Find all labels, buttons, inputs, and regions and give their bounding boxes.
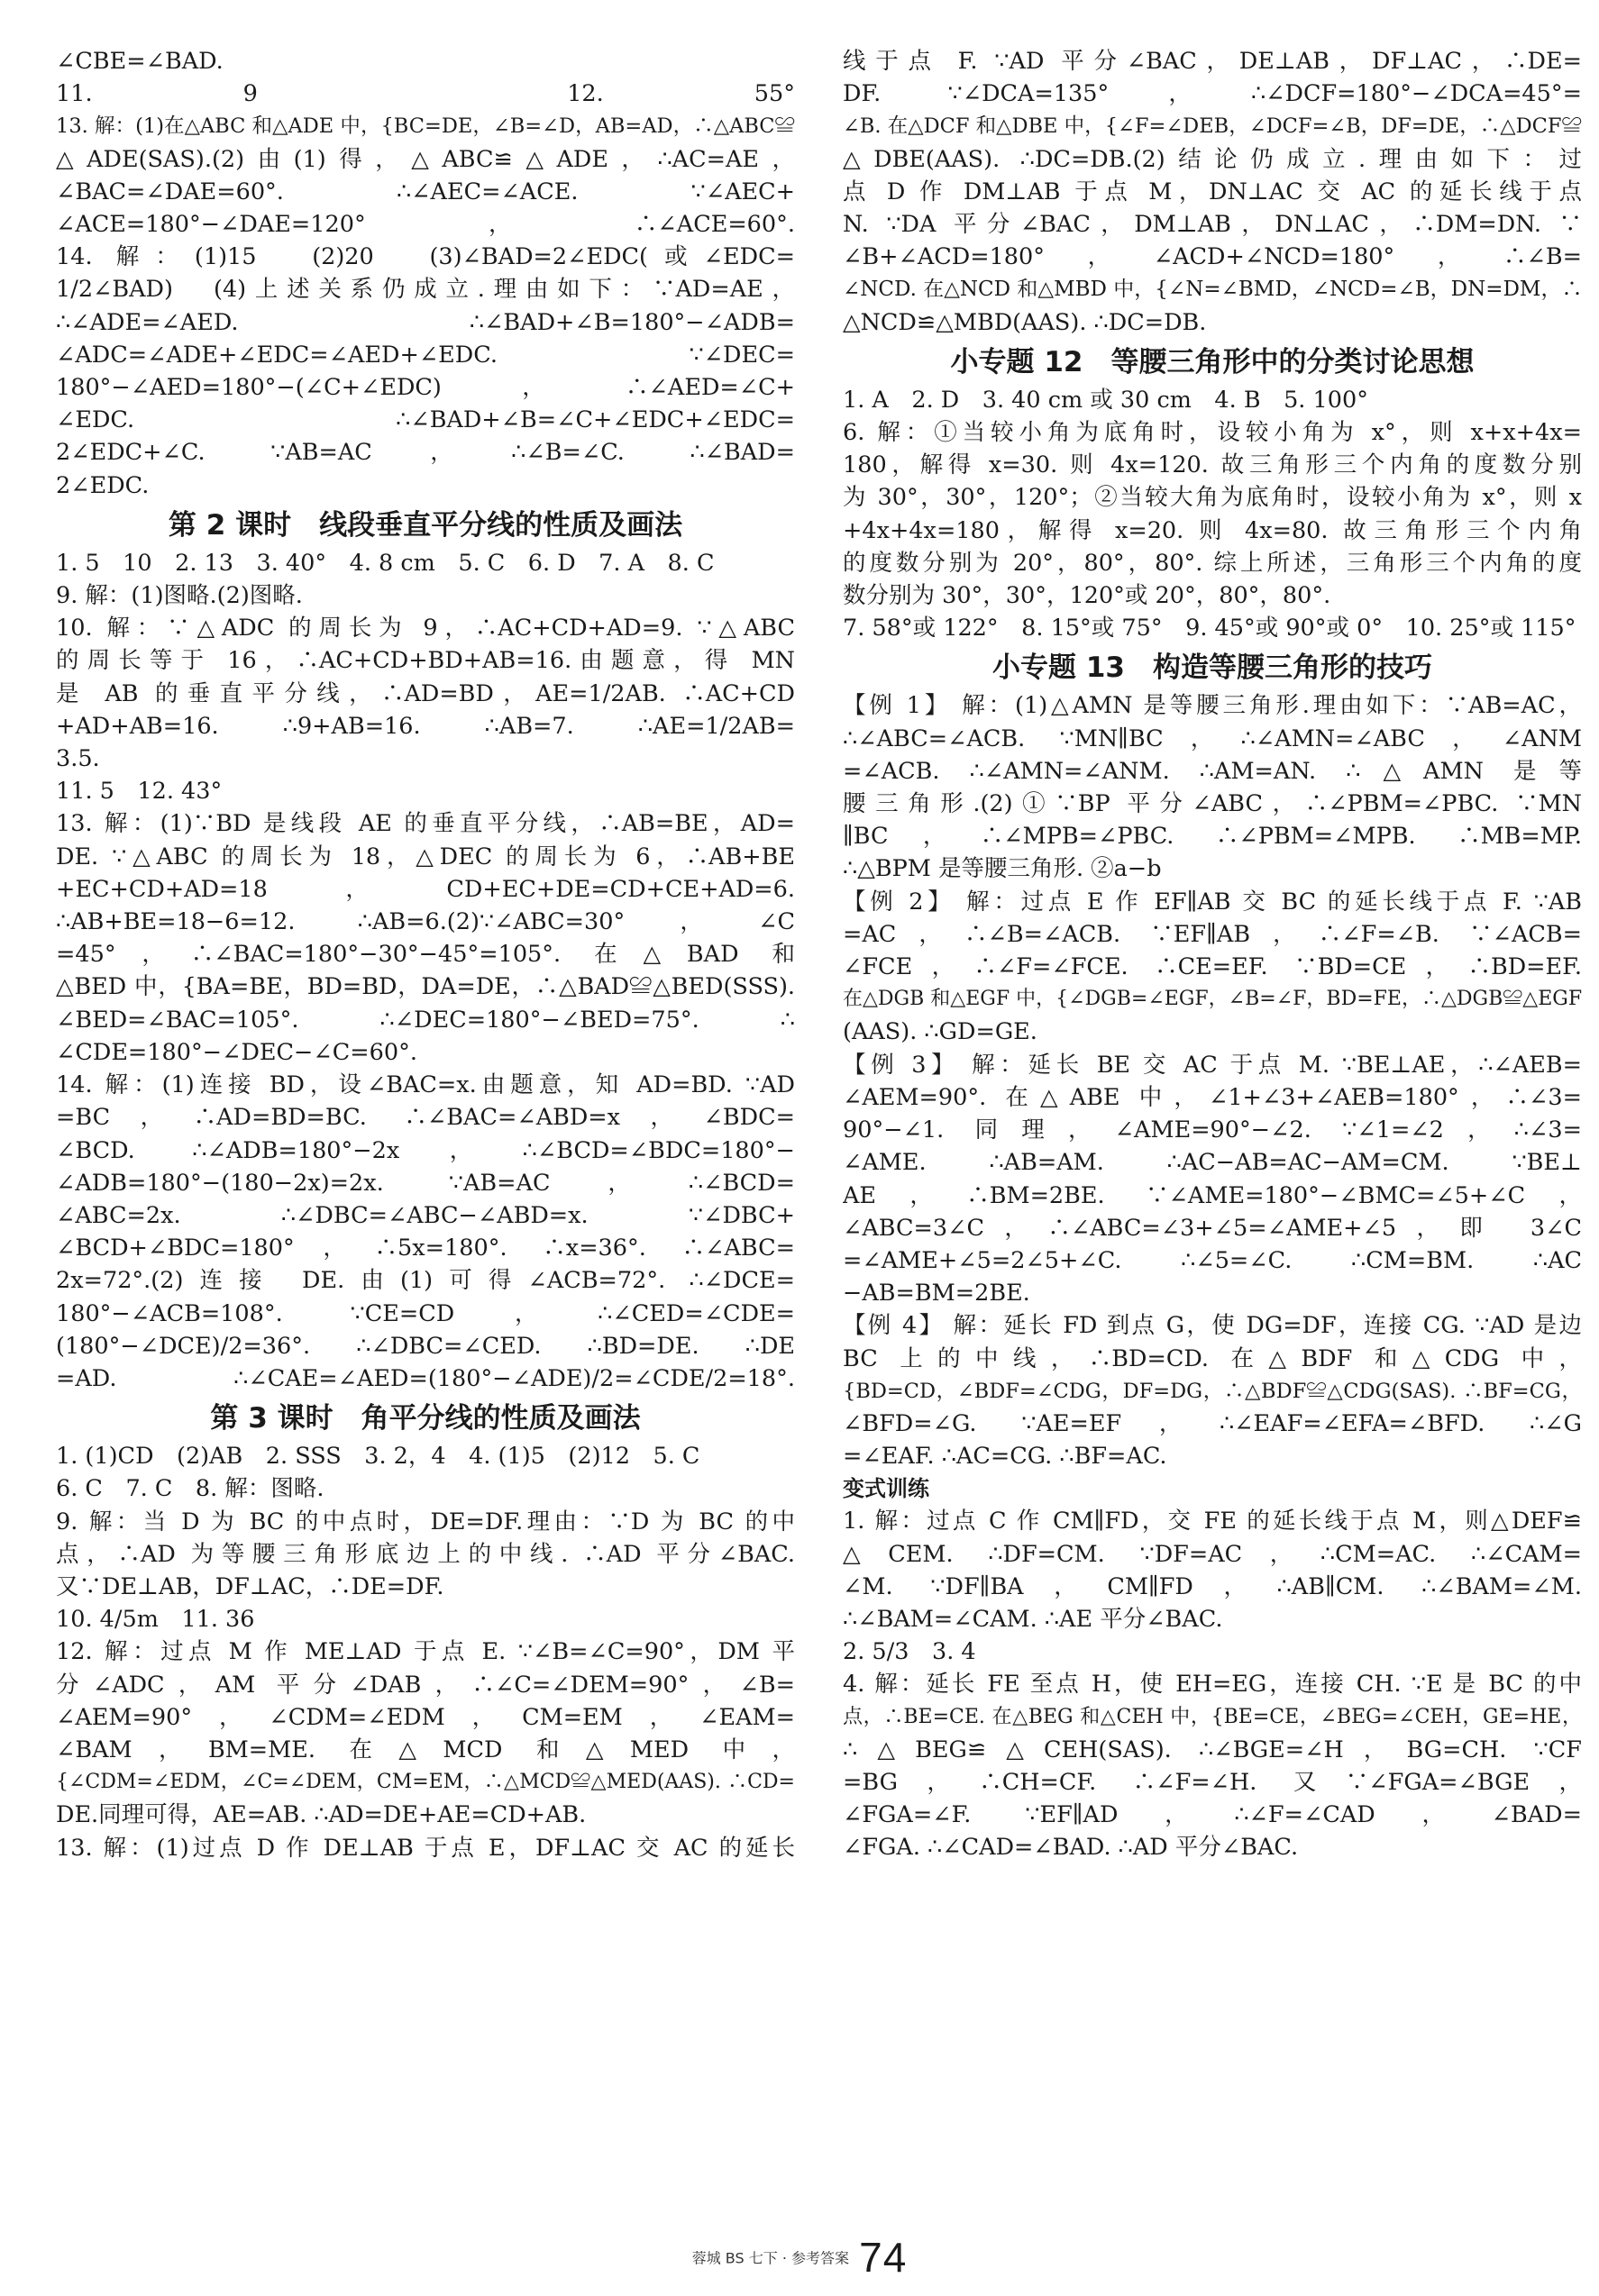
answer-line: 【例 1】 解：(1)△AMN 是等腰三角形.理由如下：∵AB=AC， xyxy=(843,692,1582,720)
answer-line: 7. 58°或 122° 8. 15°或 75° 9. 45°或 90°或 0° 10. 25°或 115° xyxy=(843,615,1576,642)
answer-line: 腰三角形.(2)①∵BP 平分∠ABC，∴∠PBM=∠PBC. ∵MN xyxy=(843,790,1582,818)
answer-line: 11. 9 12. 55° xyxy=(56,80,795,108)
section-heading: 第 3 课时 角平分线的性质及画法 xyxy=(210,1402,641,1435)
answer-line: ∴△BPM 是等腰三角形. ②a−b xyxy=(843,855,1162,883)
answer-line: ∴△BEG≌△CEH(SAS). ∴∠BGE=∠H，BG=CH. ∵CF xyxy=(843,1736,1582,1763)
answer-line: =45°，∴∠BAC=180°−30°−45°=105°. 在△BAD 和 xyxy=(56,941,795,969)
answer-line: −AB=BM=2BE. xyxy=(843,1280,1030,1307)
answer-line: ∠ADC=∠ADE+∠EDC=∠AED+∠EDC. ∵∠DEC= xyxy=(56,341,795,369)
answer-line: AE，∴BM=2BE. ∵∠AME=180°−∠BMC=∠5+∠C， xyxy=(843,1181,1582,1209)
answer-line: =BG，∴CH=CF. ∴∠F=∠H. 又∵∠FGA=∠BGE， xyxy=(843,1768,1582,1796)
answer-line: 的周长等于 16，∴AC+CD+BD+AB=16.由题意，得 MN xyxy=(56,647,795,675)
answer-line: ∴∠ADE=∠AED. ∴∠BAD+∠B=180°−∠ADB= xyxy=(56,308,795,336)
answer-line: =AC，∴∠B=∠ACB. ∵EF∥AB，∴∠F=∠B. ∵∠ACB= xyxy=(843,920,1582,948)
answer-line: (180°−∠DCE)/2=36°. ∴∠DBC=∠CED. ∴BD=DE. ∴DE xyxy=(56,1332,795,1360)
answer-line: 为 30°，30°，120°；②当较大角为底角时，设较小角为 x°，则 x xyxy=(843,484,1582,512)
answer-line: 又∵DE⊥AB，DF⊥AC，∴DE=DF. xyxy=(56,1572,444,1600)
answer-line: 【例 2】 解：过点 E 作 EF∥AB 交 BC 的延长线于点 F. ∵AB xyxy=(843,888,1582,916)
answer-line: 10. 解：∵△ADC 的周长为 9，∴AC+CD+AD=9. ∵△ABC xyxy=(56,615,795,642)
answer-line: ∴∠BAM=∠CAM. ∴AE 平分∠BAC. xyxy=(843,1605,1223,1633)
answer-line: 90°−∠1. 同理，∠AME=90°−∠2. ∵∠1=∠2，∴∠3= xyxy=(843,1116,1582,1144)
answer-line: ∠FGA. ∴∠CAD=∠BAD. ∴AD 平分∠BAC. xyxy=(843,1834,1299,1862)
answer-line: ∠BAC=∠DAE=60°. ∴∠AEC=∠ACE. ∵∠AEC+ xyxy=(56,178,795,205)
answer-line: =∠ACB. ∴∠AMN=∠ANM. ∴AM=AN. ∴△AMN 是等 xyxy=(843,757,1582,785)
answer-line: ∠ADB=180°−(180−2x)=2x. ∵AB=AC，∴∠BCD= xyxy=(56,1169,795,1197)
answer-line: 3.5. xyxy=(56,745,100,773)
answer-line: ∥BC，∴∠MPB=∠PBC. ∴∠PBM=∠MPB. ∴MB=MP. xyxy=(843,823,1582,851)
answer-line: 2x=72°.(2)连接 DE.由(1)可得∠ACB=72°. ∴∠DCE= xyxy=(56,1267,795,1295)
answer-line: 1. A 2. D 3. 40 cm 或 30 cm 4. B 5. 100° xyxy=(843,386,1368,414)
answer-line: +EC+CD+AD=18，CD+EC+DE=CD+CE+AD=6. xyxy=(56,875,795,903)
answer-line: 180，解得 x=30. 则 4x=120. 故三角形三个内角的度数分别 xyxy=(843,451,1582,479)
answer-line: ∠EDC. ∴∠BAD+∠B=∠C+∠EDC+∠EDC= xyxy=(56,406,795,434)
answer-line: ∠FGA=∠F. ∵EF∥AD，∴∠F=∠CAD，∠BAD= xyxy=(843,1801,1582,1829)
answer-line: 6. C 7. C 8. 解：图略. xyxy=(56,1475,324,1503)
answer-line: 点，∴AD 为等腰三角形底边上的中线. ∴AD 平分∠BAC. xyxy=(56,1540,795,1568)
answer-line: ∠BAM，BM=ME. 在△MCD 和△MED 中， xyxy=(56,1736,795,1763)
answer-line: 点，∴BE=CE. 在△BEG 和△CEH 中，{BE=CE，∠BEG=∠CEH，GE=HE， xyxy=(843,1705,1582,1728)
answer-line: =∠AME+∠5=2∠5+∠C. ∴∠5=∠C. ∴CM=BM. ∴AC xyxy=(843,1246,1582,1274)
answer-line: 180°−∠ACB=108°. ∵CE=CD，∴∠CED=∠CDE= xyxy=(56,1299,795,1327)
answer-line: △DBE(AAS). ∴DC=DB.(2)结论仍成立.理由如下：过 xyxy=(843,145,1582,173)
subsection-heading: 变式训练 xyxy=(843,1476,929,1502)
answer-column-right xyxy=(843,45,1582,1864)
answer-line: 在△DGB 和△EGF 中，{∠DGB=∠EGF，∠B=∠F，BD=FE，∴△DGB≌△EGF xyxy=(843,988,1582,1011)
answer-line: 【例 3】 解：延长 BE 交 AC 于点 M. ∵BE⊥AE，∴∠AEB= xyxy=(843,1051,1582,1079)
answer-line: DF. ∵∠DCA=135°，∴∠DCF=180°−∠DCA=45°= xyxy=(843,80,1582,108)
answer-line: ∴∠ABC=∠ACB. ∵MN∥BC，∴∠AMN=∠ABC，∠ANM xyxy=(843,724,1582,752)
answer-line: 12. 解：过点 M 作 ME⊥AD 于点 E. ∵∠B=∠C=90°，DM 平 xyxy=(56,1638,795,1666)
answer-line: {BD=CD，∠BDF=∠CDG，DF=DG，∴△BDF≌△CDG(SAS). ∴BF=CG， xyxy=(843,1379,1582,1403)
answer-line: DE. ∵△ABC 的周长为 18，△DEC 的周长为 6，∴AB+BE xyxy=(56,843,795,870)
answer-line: 13. 解：(1)在△ABC 和△ADE 中，{BC=DE，∠B=∠D，AB=AD，∴△ABC≌ xyxy=(56,114,795,139)
answer-line: 是 AB 的垂直平分线，∴AD=BD，AE=1/2AB. ∴AC+CD xyxy=(56,679,795,707)
answer-line: ∠AEM=90°. 在△ABE 中，∠1+∠3+∠AEB=180°，∴∠3= xyxy=(843,1083,1582,1111)
answer-line: DE.同理可得，AE=AB. ∴AD=DE+AE=CD+AB. xyxy=(56,1801,587,1829)
answer-line: ∠AEM=90°，∠CDM=∠EDM，CM=EM，∠EAM= xyxy=(56,1703,795,1731)
answer-line: BC 上的中线，∴BD=CD. 在△BDF 和△CDG 中， xyxy=(843,1344,1582,1372)
answer-line: 4. 解：延长 FE 至点 H，使 EH=EG，连接 CH. ∵E 是 BC 的中 xyxy=(843,1671,1582,1699)
answer-line: 2∠EDC. xyxy=(56,471,150,499)
answer-line: 14. 解：(1)15 (2)20 (3)∠BAD=2∠EDC(或∠EDC= xyxy=(56,243,795,271)
answer-line: 6. 解：①当较小角为底角时，设较小角为 x°，则 x+x+4x= xyxy=(843,419,1582,447)
answer-line: =∠EAF. ∴AC=CG. ∴BF=AC. xyxy=(843,1443,1167,1471)
answer-line: ∠NCD. 在△NCD 和△MBD 中，{∠N=∠BMD，∠NCD=∠B，DN=DM，∴ xyxy=(843,278,1582,302)
answer-line: ∠M. ∵DF∥BA，CM∥FD，∴AB∥CM. ∴∠BAM=∠M. xyxy=(843,1572,1582,1600)
answer-line: 2∠EDC+∠C. ∵AB=AC，∴∠B=∠C. ∴∠BAD= xyxy=(56,439,795,467)
answer-line: 数分别为 30°，30°，120°或 20°，80°，80°. xyxy=(843,582,1331,610)
answer-column-left xyxy=(56,45,795,1864)
answer-line: ∠BCD. ∴∠ADB=180°−2x，∴∠BCD=∠BDC=180°− xyxy=(56,1136,795,1164)
answer-line: 1/2∠BAD) (4)上述关系仍成立.理由如下：∵AD=AE， xyxy=(56,276,795,304)
answer-line: △ADE(SAS).(2)由(1)得，△ABC≌△ADE，∴AC=AE， xyxy=(56,145,795,173)
answer-line: 点 D 作 DM⊥AB 于点 M，DN⊥AC 交 AC 的延长线于点 xyxy=(843,178,1582,205)
answer-line: 10. 4/5m 11. 36 xyxy=(56,1606,255,1634)
answer-line: 13. 解：(1)过点 D 作 DE⊥AB 于点 E，DF⊥AC 交 AC 的延长 xyxy=(56,1834,795,1862)
section-heading: 小专题 13 构造等腰三角形的技巧 xyxy=(992,651,1432,685)
answer-line: 14. 解：(1)连接 BD，设∠BAC=x.由题意，知 AD=BD. ∵AD xyxy=(56,1071,795,1099)
answer-line: =AD. ∴∠CAE=∠AED=(180°−∠ADE)/2=∠CDE/2=18°. xyxy=(56,1364,795,1392)
answer-line: △CEM. ∴DF=CM. ∵DF=AC，∴CM=AC. ∴∠CAM= xyxy=(843,1540,1582,1568)
answer-line: ∠CDE=180°−∠DEC−∠C=60°. xyxy=(56,1038,417,1066)
answer-line: ∠ABC=2x. ∴∠DBC=∠ABC−∠ABD=x. ∵∠DBC+ xyxy=(56,1201,795,1229)
answer-line: 13. 解：(1)∵BD 是线段 AE 的垂直平分线，∴AB=BE，AD= xyxy=(56,810,795,838)
page-number: 74 xyxy=(859,2234,908,2281)
answer-line: 【例 4】 解：延长 FD 到点 G，使 DG=DF，连接 CG. ∵AD 是边 xyxy=(843,1312,1582,1340)
page-footer xyxy=(0,2233,1599,2281)
answer-line: ∠AME. ∴AB=AM. ∴AC−AB=AC−AM=CM. ∵BE⊥ xyxy=(843,1149,1582,1177)
section-heading: 小专题 12 等腰三角形中的分类讨论思想 xyxy=(950,345,1475,378)
answer-line: (AAS). ∴GD=GE. xyxy=(843,1018,1037,1046)
answer-line: 11. 5 12. 43° xyxy=(56,778,223,806)
answer-line: =BC，∴AD=BD=BC. ∴∠BAC=∠ABD=x，∠BDC= xyxy=(56,1104,795,1132)
answer-line: ∠FCE，∴∠F=∠FCE. ∴CE=EF. ∵BD=CE，∴BD=EF. xyxy=(843,953,1582,981)
answer-line: {∠CDM=∠EDM，∠C=∠DEM，CM=EM，∴△MCD≌△MED(AAS). ∴CD= xyxy=(56,1771,795,1794)
answer-line: ∠BCD+∠BDC=180°，∴5x=180°. ∴x=36°. ∴∠ABC= xyxy=(56,1235,795,1262)
answer-line: ∠ACE=180°−∠DAE=120°，∴∠ACE=60°. xyxy=(56,211,795,239)
footer-book-label: 蓉城 BS 七下 · 参考答案 xyxy=(691,2249,850,2267)
answer-line: ∠BED=∠BAC=105°. ∴∠DEC=180°−∠BED=75°. ∴ xyxy=(56,1006,795,1034)
section-heading: 第 2 课时 线段垂直平分线的性质及画法 xyxy=(168,508,683,542)
answer-line: 1. 解：过点 C 作 CM∥FD，交 FE 的延长线于点 M，则△DEF≌ xyxy=(843,1508,1582,1535)
answer-line: 1. 5 10 2. 13 3. 40° 4. 8 cm 5. C 6. D 7. A 8. C xyxy=(56,549,715,577)
answer-line: 分∠ADC，AM 平分∠DAB，∴∠C=∠DEM=90°，∠B= xyxy=(56,1671,795,1699)
answer-line: 9. 解：当 D 为 BC 的中点时，DE=DF.理由：∵D 为 BC 的中 xyxy=(56,1508,795,1535)
answer-line: +4x+4x=180，解得 x=20. 则 4x=80. 故三角形三个内角 xyxy=(843,516,1582,544)
answer-line: +AD+AB=16. ∴9+AB=16. ∴AB=7. ∴AE=1/2AB= xyxy=(56,712,795,740)
answer-line: 180°−∠AED=180°−(∠C+∠EDC)，∴∠AED=∠C+ xyxy=(56,374,795,402)
answer-line: 的度数分别为 20°，80°，80°. 综上所述，三角形三个内角的度 xyxy=(843,549,1582,577)
answer-line: 1. (1)CD (2)AB 2. SSS 3. 2，4 4. (1)5 (2)12 5. C xyxy=(56,1443,700,1471)
answer-line: ∠BFD=∠G. ∵AE=EF，∴∠EAF=∠EFA=∠BFD. ∴∠G xyxy=(843,1409,1582,1437)
answer-line: 线于点 F. ∵AD 平分∠BAC，DE⊥AB，DF⊥AC，∴DE= xyxy=(843,48,1582,75)
answer-line: △NCD≌△MBD(AAS). ∴DC=DB. xyxy=(843,308,1207,336)
answer-line: △BED 中，{BA=BE，BD=BD，DA=DE，∴△BAD≌△BED(SSS). xyxy=(56,973,795,1001)
answer-line: ∠B. 在△DCF 和△DBE 中，{∠F=∠DEB，∠DCF=∠B，DF=DE，∴△DCF≌ xyxy=(843,114,1582,139)
answer-line: 2. 5/3 3. 4 xyxy=(843,1638,976,1666)
answer-line: ∠CBE=∠BAD. xyxy=(56,48,224,75)
answer-line: N. ∵DA 平分∠BAC，DM⊥AB，DN⊥AC，∴DM=DN. ∵ xyxy=(843,211,1582,239)
answer-line: ∴AB+BE=18−6=12. ∴AB=6.(2)∵∠ABC=30°，∠C xyxy=(56,908,795,936)
answer-line: ∠ABC=3∠C，∴∠ABC=∠3+∠5=∠AME+∠5，即 3∠C xyxy=(843,1214,1582,1242)
answer-line: ∠B+∠ACD=180°，∠ACD+∠NCD=180°，∴∠B= xyxy=(843,243,1582,271)
answer-line: 9. 解：(1)图略.(2)图略. xyxy=(56,582,303,610)
